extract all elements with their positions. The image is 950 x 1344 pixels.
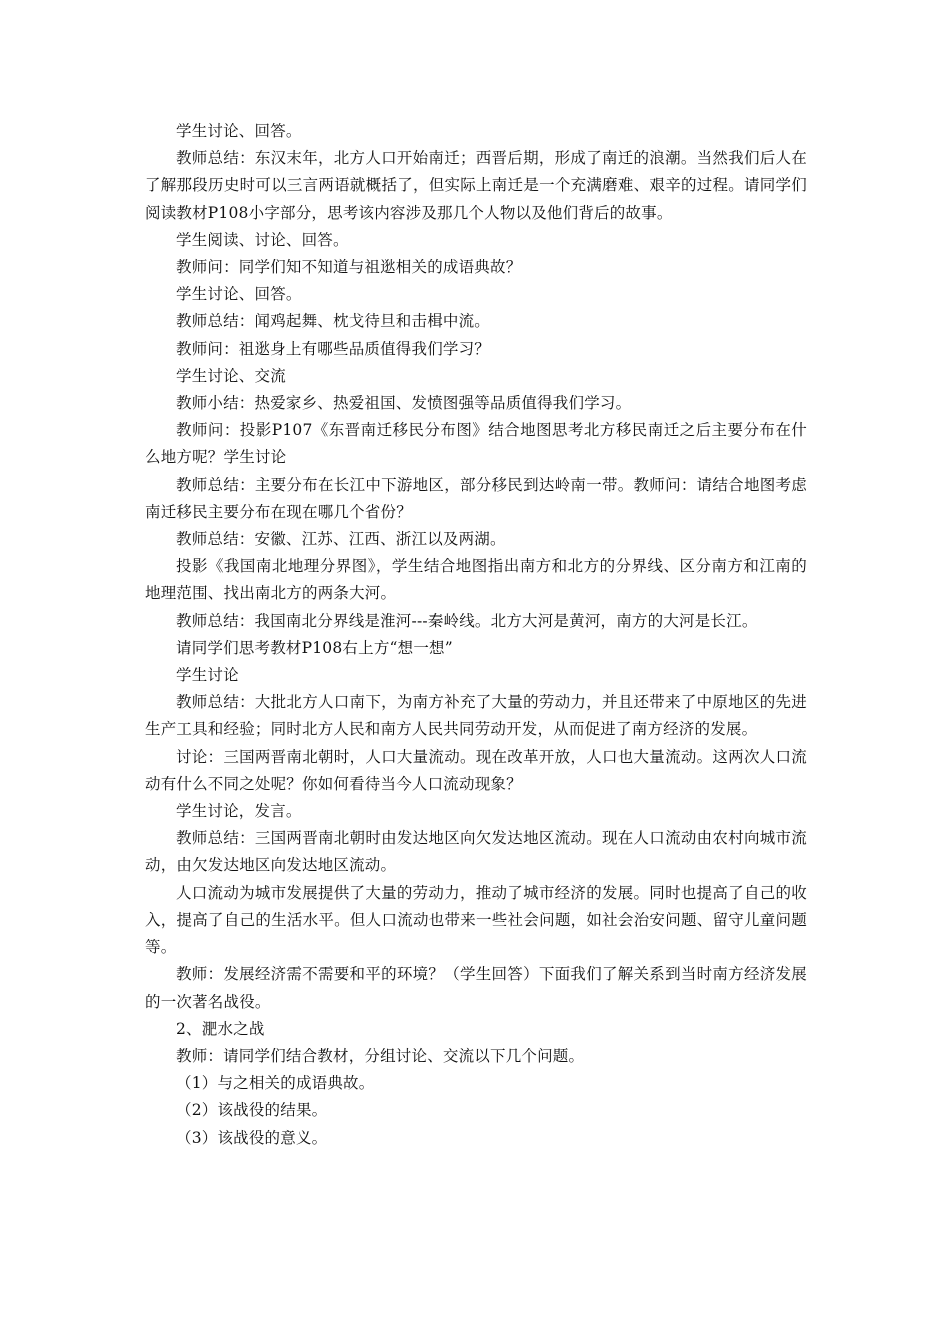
paragraph: 学生讨论、回答。	[176, 285, 302, 304]
paragraph: 请同学们思考教材P108右上方“想一想”	[176, 638, 453, 657]
paragraph: 学生阅读、讨论、回答。	[176, 230, 349, 249]
paragraph: 教师问：投影P107《东晋南迁移民分布图》结合地图思考北方移民南迁之后主要分布在什么地方呢？学生讨论	[145, 421, 807, 467]
paragraph: 学生讨论，发言。	[176, 802, 302, 821]
paragraph: 学生讨论、交流	[176, 366, 286, 385]
paragraph: 教师总结：主要分布在长江中下游地区，部分移民到达岭南一带。教师问：请结合地图考虑南迁移民主要分布在现在哪几个省份？	[145, 475, 807, 521]
paragraph: 投影《我国南北地理分界图》，学生结合地图指出南方和北方的分界线、区分南方和江南的地理范围、找出南北方的两条大河。	[145, 557, 807, 603]
paragraph: 教师总结：大批北方人口南下，为南方补充了大量的劳动力，并且还带来了中原地区的先进生产工具和经验；同时北方人民和南方人民共同劳动开发，从而促进了南方经济的发展。	[145, 693, 807, 739]
section-heading: 2、淝水之战	[176, 1019, 265, 1038]
paragraph: 教师：请同学们结合教材，分组讨论、交流以下几个问题。	[176, 1046, 585, 1065]
paragraph: 教师问：祖逖身上有哪些品质值得我们学习？	[176, 339, 491, 358]
paragraph: 教师总结：东汉末年，北方人口开始南迁；西晋后期，形成了南迁的浪潮。当然我们后人在了解那段历史时可以三言两语就概括了，但实际上南迁是一个充满磨难、艰辛的过程。请同学们阅读教材P108小字部分，思考该内容涉及那几个人物以及他们背后的故事。	[145, 149, 807, 222]
paragraph: 教师小结：热爱家乡、热爱祖国、发愤图强等品质值得我们学习。	[176, 394, 632, 413]
paragraph: 教师总结：闻鸡起舞、枕戈待旦和击楫中流。	[176, 312, 491, 331]
list-item: （1）与之相关的成语典故。	[176, 1074, 375, 1093]
paragraph: 教师总结：安徽、江苏、江西、浙江以及两湖。	[176, 530, 506, 549]
paragraph: 教师问：同学们知不知道与祖逖相关的成语典故？	[176, 258, 522, 277]
paragraph: 教师总结：三国两晋南北朝时由发达地区向欠发达地区流动。现在人口流动由农村向城市流动，由欠发达地区向发达地区流动。	[145, 829, 807, 875]
list-item: （3）该战役的意义。	[176, 1128, 328, 1147]
paragraph: 教师：发展经济需不需要和平的环境？（学生回答）下面我们了解关系到当时南方经济发展的一次著名战役。	[145, 965, 807, 1011]
paragraph: 人口流动为城市发展提供了大量的劳动力，推动了城市经济的发展。同时也提高了自己的收入，提高了自己的生活水平。但人口流动也带来一些社会问题，如社会治安问题、留守儿童问题等。	[145, 883, 807, 957]
paragraph: 讨论：三国两晋南北朝时，人口大量流动。现在改革开放，人口也大量流动。这两次人口流动有什么不同之处呢？你如何看待当今人口流动现象？	[145, 747, 807, 793]
paragraph: 学生讨论、回答。	[176, 122, 302, 140]
paragraph: 教师总结：我国南北分界线是淮河---秦岭线。北方大河是黄河，南方的大河是长江。	[176, 611, 758, 630]
list-item: （2）该战役的结果。	[176, 1101, 328, 1120]
document-body	[145, 118, 807, 1152]
paragraph: 学生讨论	[176, 666, 239, 685]
